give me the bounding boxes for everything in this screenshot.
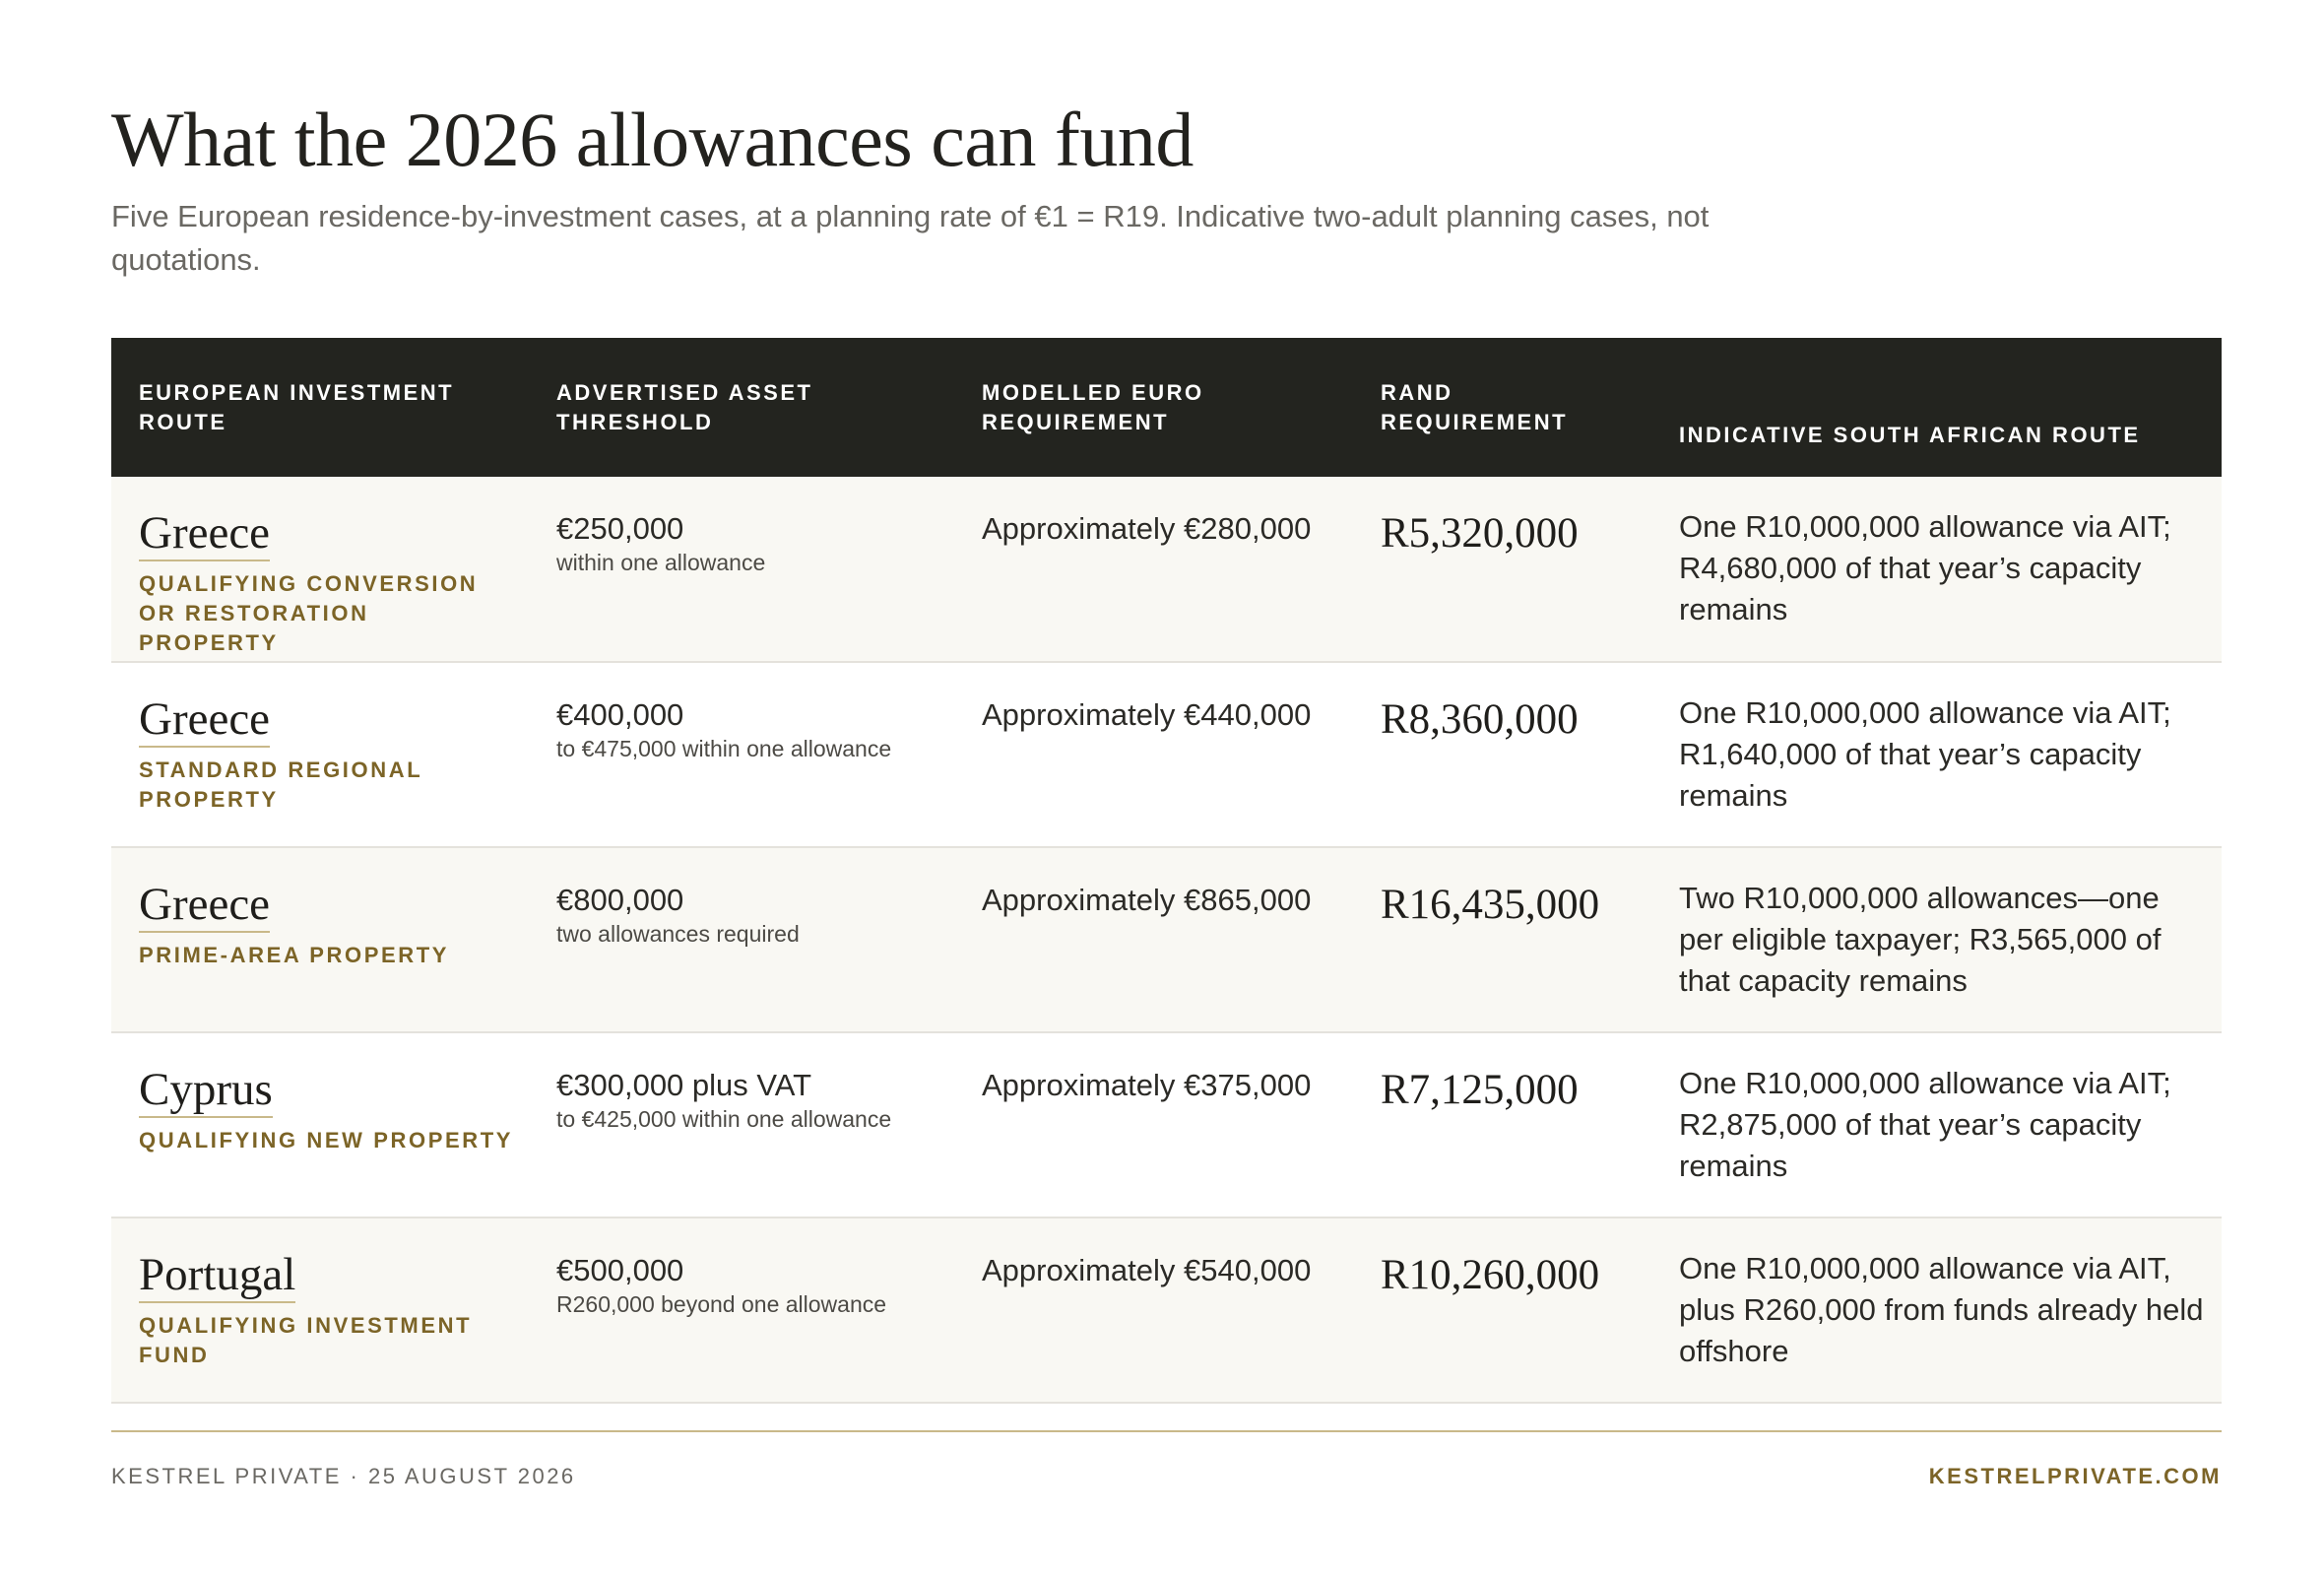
column-header-rand: RAND REQUIREMENT bbox=[1353, 338, 1651, 477]
sa-route-cell bbox=[1651, 477, 2222, 662]
threshold-note: to €425,000 within one allowance bbox=[556, 1106, 892, 1132]
route-type: QUALIFYING NEW PROPERTY bbox=[139, 1128, 514, 1152]
euro-cell bbox=[954, 477, 1353, 662]
euro-requirement: Approximately €540,000 bbox=[982, 1253, 1312, 1287]
country-name: Greece bbox=[139, 508, 270, 561]
rand-cell bbox=[1353, 1218, 1651, 1403]
sa-route-text: One R10,000,000 allowance via AIT; R1,640,000 of that year’s capacity remains bbox=[1679, 695, 2171, 813]
sa-route-text: One R10,000,000 allowance via AIT, plus R260,000 from funds already held offshore bbox=[1679, 1251, 2204, 1368]
euro-cell bbox=[954, 847, 1353, 1032]
allowances-table bbox=[111, 338, 2222, 1404]
table-row bbox=[111, 1032, 2222, 1218]
column-header-sa-route: INDICATIVE SOUTH AFRICAN ROUTE bbox=[1651, 338, 2222, 477]
route-type: STANDARD REGIONAL PROPERTY bbox=[139, 757, 422, 812]
sa-route-cell bbox=[1651, 847, 2222, 1032]
route-cell bbox=[111, 477, 529, 662]
threshold-cell bbox=[529, 477, 954, 662]
rand-cell bbox=[1353, 477, 1651, 662]
table-row bbox=[111, 662, 2222, 847]
route-type: QUALIFYING CONVERSION OR RESTORATION PROPERTY bbox=[139, 571, 479, 655]
footer-divider bbox=[111, 1430, 2222, 1432]
page-title: What the 2026 allowances can fund bbox=[111, 97, 1194, 182]
sa-route-cell bbox=[1651, 1218, 2222, 1403]
euro-cell bbox=[954, 1218, 1353, 1403]
footer-website-link[interactable]: KESTRELPRIVATE.COM bbox=[1928, 1464, 2222, 1488]
route-cell bbox=[111, 662, 529, 847]
threshold-cell bbox=[529, 662, 954, 847]
country-name: Portugal bbox=[139, 1250, 295, 1303]
euro-cell bbox=[954, 662, 1353, 847]
threshold-cell bbox=[529, 1218, 954, 1403]
threshold-value: €800,000 bbox=[556, 883, 684, 917]
country-name: Cyprus bbox=[139, 1065, 273, 1118]
sa-route-text: One R10,000,000 allowance via AIT; R4,680,000 of that year’s capacity remains bbox=[1679, 509, 2171, 626]
table-row bbox=[111, 847, 2222, 1032]
rand-requirement: R16,435,000 bbox=[1381, 882, 1600, 928]
page-subtitle: Five European residence-by-investment cases, at a planning rate of €1 = R19. Indicative two-adult planning cases, not quotations. bbox=[111, 199, 1710, 277]
route-cell bbox=[111, 1218, 529, 1403]
column-header-euro: MODELLED EURO REQUIREMENT bbox=[954, 338, 1353, 477]
rand-requirement: R5,320,000 bbox=[1381, 510, 1579, 557]
threshold-value: €400,000 bbox=[556, 697, 684, 732]
euro-requirement: Approximately €375,000 bbox=[982, 1068, 1312, 1102]
sa-route-text: One R10,000,000 allowance via AIT; R2,875,000 of that year’s capacity remains bbox=[1679, 1066, 2171, 1183]
threshold-cell bbox=[529, 847, 954, 1032]
country-name: Greece bbox=[139, 880, 270, 933]
euro-requirement: Approximately €280,000 bbox=[982, 511, 1312, 546]
sa-route-text: Two R10,000,000 allowances—one per eligible taxpayer; R3,565,000 of that capacity remains bbox=[1679, 881, 2162, 998]
threshold-value: €300,000 plus VAT bbox=[556, 1068, 812, 1102]
euro-requirement: Approximately €440,000 bbox=[982, 697, 1312, 732]
column-header-route: EUROPEAN INVESTMENT ROUTE bbox=[111, 338, 529, 477]
rand-requirement: R10,260,000 bbox=[1381, 1252, 1600, 1298]
threshold-note: R260,000 beyond one allowance bbox=[556, 1291, 887, 1317]
country-name: Greece bbox=[139, 694, 270, 748]
route-cell bbox=[111, 1032, 529, 1218]
euro-requirement: Approximately €865,000 bbox=[982, 883, 1312, 917]
route-type: PRIME-AREA PROPERTY bbox=[139, 943, 450, 967]
route-type: QUALIFYING INVESTMENT FUND bbox=[139, 1313, 473, 1367]
euro-cell bbox=[954, 1032, 1353, 1218]
footer-byline: KESTREL PRIVATE · 25 AUGUST 2026 bbox=[111, 1464, 576, 1488]
rand-cell bbox=[1353, 662, 1651, 847]
sa-route-cell bbox=[1651, 662, 2222, 847]
threshold-value: €500,000 bbox=[556, 1253, 684, 1287]
rand-requirement: R8,360,000 bbox=[1381, 696, 1579, 743]
table-header-row bbox=[111, 338, 2222, 477]
threshold-value: €250,000 bbox=[556, 511, 684, 546]
table-row bbox=[111, 1218, 2222, 1403]
column-header-threshold: ADVERTISED ASSET THRESHOLD bbox=[529, 338, 954, 477]
table-row bbox=[111, 477, 2222, 662]
threshold-note: within one allowance bbox=[556, 550, 766, 575]
rand-cell bbox=[1353, 847, 1651, 1032]
threshold-note: to €475,000 within one allowance bbox=[556, 736, 892, 761]
sa-route-cell bbox=[1651, 1032, 2222, 1218]
threshold-note: two allowances required bbox=[556, 921, 800, 947]
rand-requirement: R7,125,000 bbox=[1381, 1067, 1579, 1113]
rand-cell bbox=[1353, 1032, 1651, 1218]
threshold-cell bbox=[529, 1032, 954, 1218]
route-cell bbox=[111, 847, 529, 1032]
